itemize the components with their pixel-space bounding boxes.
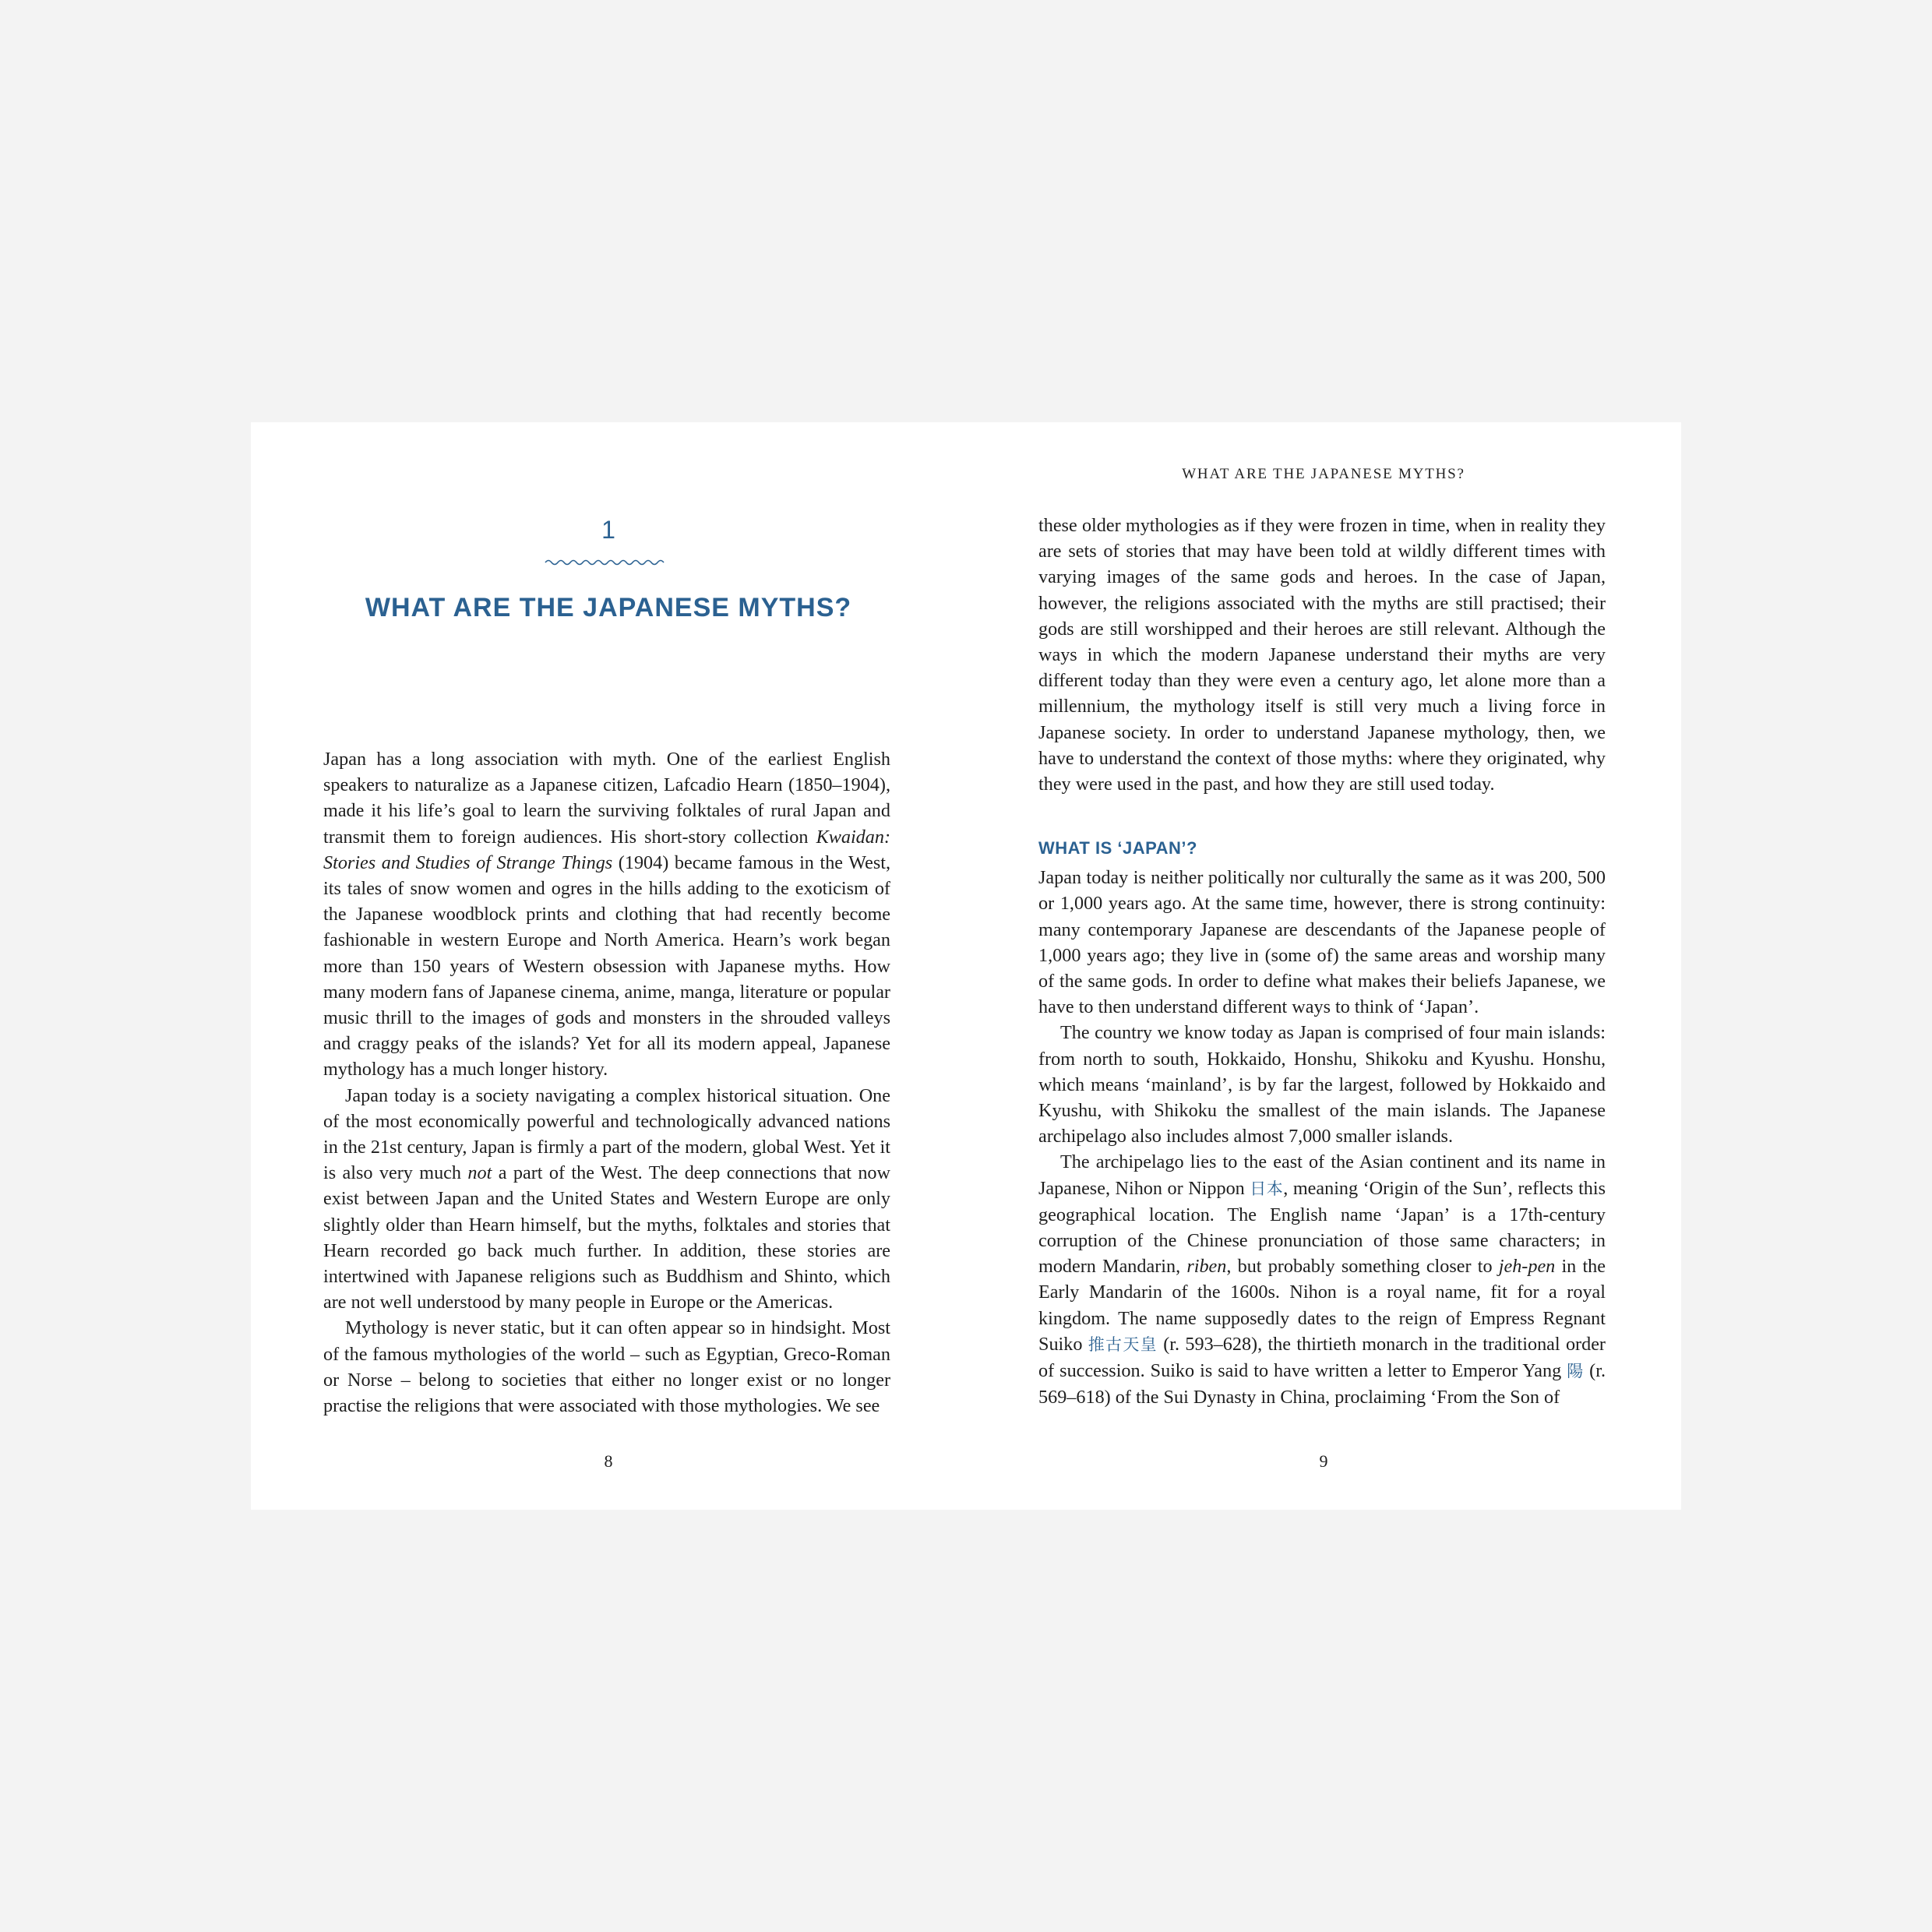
paragraph: The archipelago lies to the east of the Asian continent and its name in Japanese, Nihon or Nippon 日本, meaning ‘Origin of the Sun’, reflects this geographical location. The English name ‘Japan’ is a 17th-century corruption of the Chinese pronunciation of those same characters; in modern Mandarin, riben, but probably something closer to jeh-pen in the Early Mandarin of the 1600s. Nihon is a royal name, fit for a royal kingdom. The name supposedly dates to the reign of Empress Regnant Suiko 推古天皇 (r. 593–628), the thirtieth monarch in the traditional order of succession. Suiko is said to have written a letter to Emperor Yang 陽 (r. 569–618) of the Sui Dynasty in China, proclaiming ‘From the Son of [1038,1151,1606,1408]
paragraph: these older mythologies as if they were frozen in time, when in reality they are sets of stories that may have been told at wildly different times with varying images of the same gods and heroes. In the case of Japan, however, the religions associated with the myths are still practised; their gods are still worshipped and their heroes are still relevant. Although the ways in which the modern Japanese understand their myths are very different today than they were even a century ago, let alone more than a millennium, the mythology itself is still very much a living force in Japanese society. In order to understand Japanese mythology, then, we have to understand the context of those myths: where they originated, why they were used in the past, and how they are still used today. [1038,515,1606,795]
emphasis-italic: not [467,1162,492,1184]
right-page [966,422,1681,1510]
book-title-italic: Kwaidan: Stories and Studies of Strange Things [323,826,890,873]
left-page [251,422,966,1510]
paragraph: The country we know today as Japan is comprised of four main islands: from north to south, Hokkaido, Honshu, Shikoku and Kyushu. Honshu, which means ‘mainland’, is by far the largest, followed by Hokkaido and Kyushu, with Shikoku the smallest of the main islands. The Japanese archipelago also includes almost 7,000 smaller islands. [1038,1022,1606,1148]
chapter-title: WHAT ARE THE JAPANESE MYTHS? [365,593,852,622]
running-head: WHAT ARE THE JAPANESE MYTHS? [1182,466,1465,482]
paragraph: Japan has a long association with myth. One of the earliest English speakers to naturalize as a Japanese citizen, Lafcadio Hearn (1850–1904), made it his life’s goal to learn the surviving folktales of rural Japan and transmit them to foreign audiences. His short-story collection Kwaidan: Stories and Studies of Strange Things (1904) became famous in the West, its tales of snow women and ogres in the hills adding to the exoticism of the Japanese woodblock prints and clothing that had recently become fashionable in western Europe and North America. Hearn’s work began more than 150 years of Western obsession with Japanese myths. How many modern fans of Japanese cinema, anime, manga, literature or popular music thrill to the images of gods and monsters in the shrouded valleys and craggy peaks of the islands? Yet for all its modern appeal, Japanese mythology has a much longer history. [323,749,890,1081]
body-text-right [1038,513,1606,1411]
page-number: 9 [1319,1451,1328,1471]
paragraph: Japan today is a society navigating a complex historical situation. One of the most economically powerful and technologically advanced nations in the 21st century, Japan is firmly a part of the modern, global West. Yet it is also very much not a part of the West. The deep connections that now exist between Japan and the United States and Western Europe are only slightly older than Hearn himself, but the myths, folktales and stories that Hearn recorded go back much further. In addition, these stories are intertwined with Japanese religions such as Buddhism and Shinto, which are not well understood by many people in Europe or the Americas. [323,1084,890,1313]
romanization-italic: jeh-pen [1498,1256,1556,1278]
section-heading: WHAT IS ‘JAPAN’? [1038,838,1197,858]
kanji-nihon: 日本 [1250,1179,1284,1198]
book-spread [251,422,1681,1510]
kanji-suiko: 推古天皇 [1088,1334,1158,1354]
paragraph: Mythology is never static, but it can often appear so in hindsight. Most of the famous mythologies of the world – such as Egyptian, Greco-Roman or Norse – belong to societies that either no longer exist or no longer practise the religions that were associated with those mythologies. We see [323,1317,890,1417]
body-text-left [323,746,890,1419]
kanji-yang: 陽 [1567,1362,1585,1381]
chapter-number: 1 [601,516,615,544]
wavy-line-ornament [544,556,668,569]
paragraph: Japan today is neither politically nor culturally the same as it was 200, 500 or 1,000 years ago. At the same time, however, there is strong continuity: many contemporary Japanese are descendants of the Japanese people of 1,000 years ago; they live in (some of) the same areas and worship many of the same gods. In order to define what makes their beliefs Japanese, we have to then understand different ways to think of ‘Japan’. [1038,867,1606,1018]
page-number: 8 [604,1451,613,1471]
romanization-italic: riben [1186,1256,1227,1278]
